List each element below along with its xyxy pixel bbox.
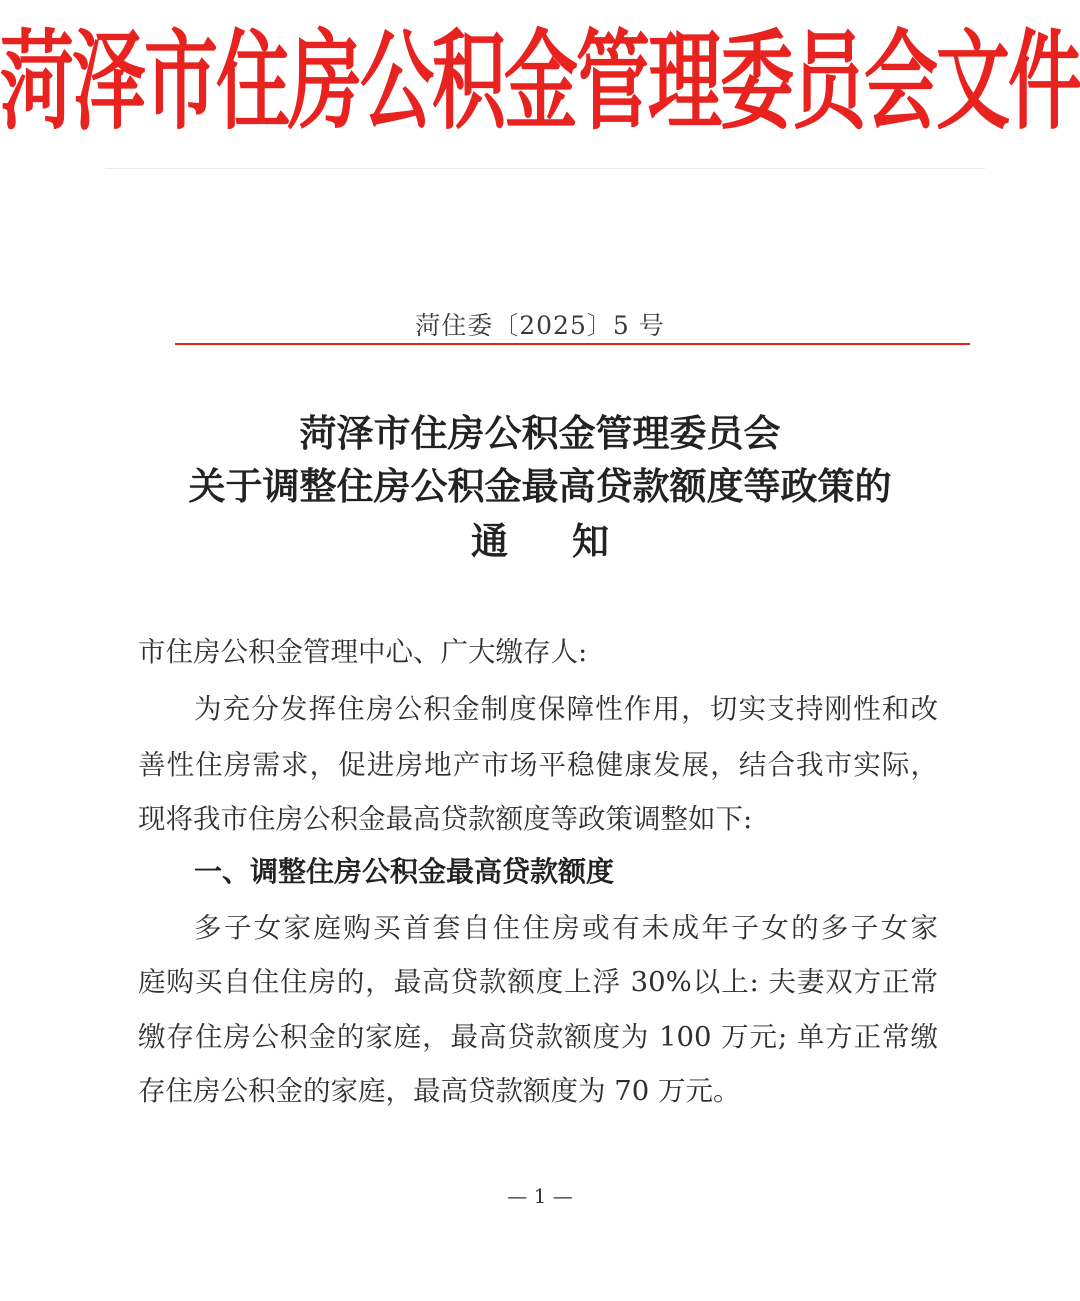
document-title-line-3: 通知 (471, 519, 673, 563)
intro-line-2: 善性住房需求，促进房地产市场平稳健康发展，结合我市实际， (138, 749, 938, 781)
section-1-line-3: 缴存住房公积金的家庭，最高贷款额度为 100 万元; 单方正常缴 (138, 1021, 938, 1053)
masthead-title: 菏泽市住房公积金管理委员会文件 (0, 19, 1080, 145)
masthead (0, 12, 1080, 152)
intro-line-1: 为充分发挥住房公积金制度保障性作用，切实支持刚性和改 (194, 693, 938, 725)
document-number: 菏住委〔2025〕5 号 (415, 311, 665, 340)
section-1-line-1: 多子女家庭购买首套自住住房或有未成年子女的多子女家 (194, 912, 938, 944)
document-title-line-1: 菏泽市住房公积金管理委员会 (299, 411, 781, 455)
red-separator-line (175, 343, 970, 345)
section-1-line-4: 存住房公积金的家庭，最高贷款额度为 70 万元。 (138, 1075, 741, 1107)
page-number: — 1 — (507, 1184, 573, 1208)
intro-line-3: 现将我市住房公积金最高贷款额度等政策调整如下: (138, 803, 753, 835)
section-1-heading: 一、调整住房公积金最高贷款额度 (194, 855, 615, 888)
masthead-divider (105, 168, 985, 169)
addressee: 市住房公积金管理中心、广大缴存人: (138, 636, 588, 668)
section-1-line-2: 庭购买自住住房的，最高贷款额度上浮 30%以上: 夫妻双方正常 (138, 966, 938, 998)
document-title-line-2: 关于调整住房公积金最高贷款额度等政策的 (188, 464, 892, 508)
